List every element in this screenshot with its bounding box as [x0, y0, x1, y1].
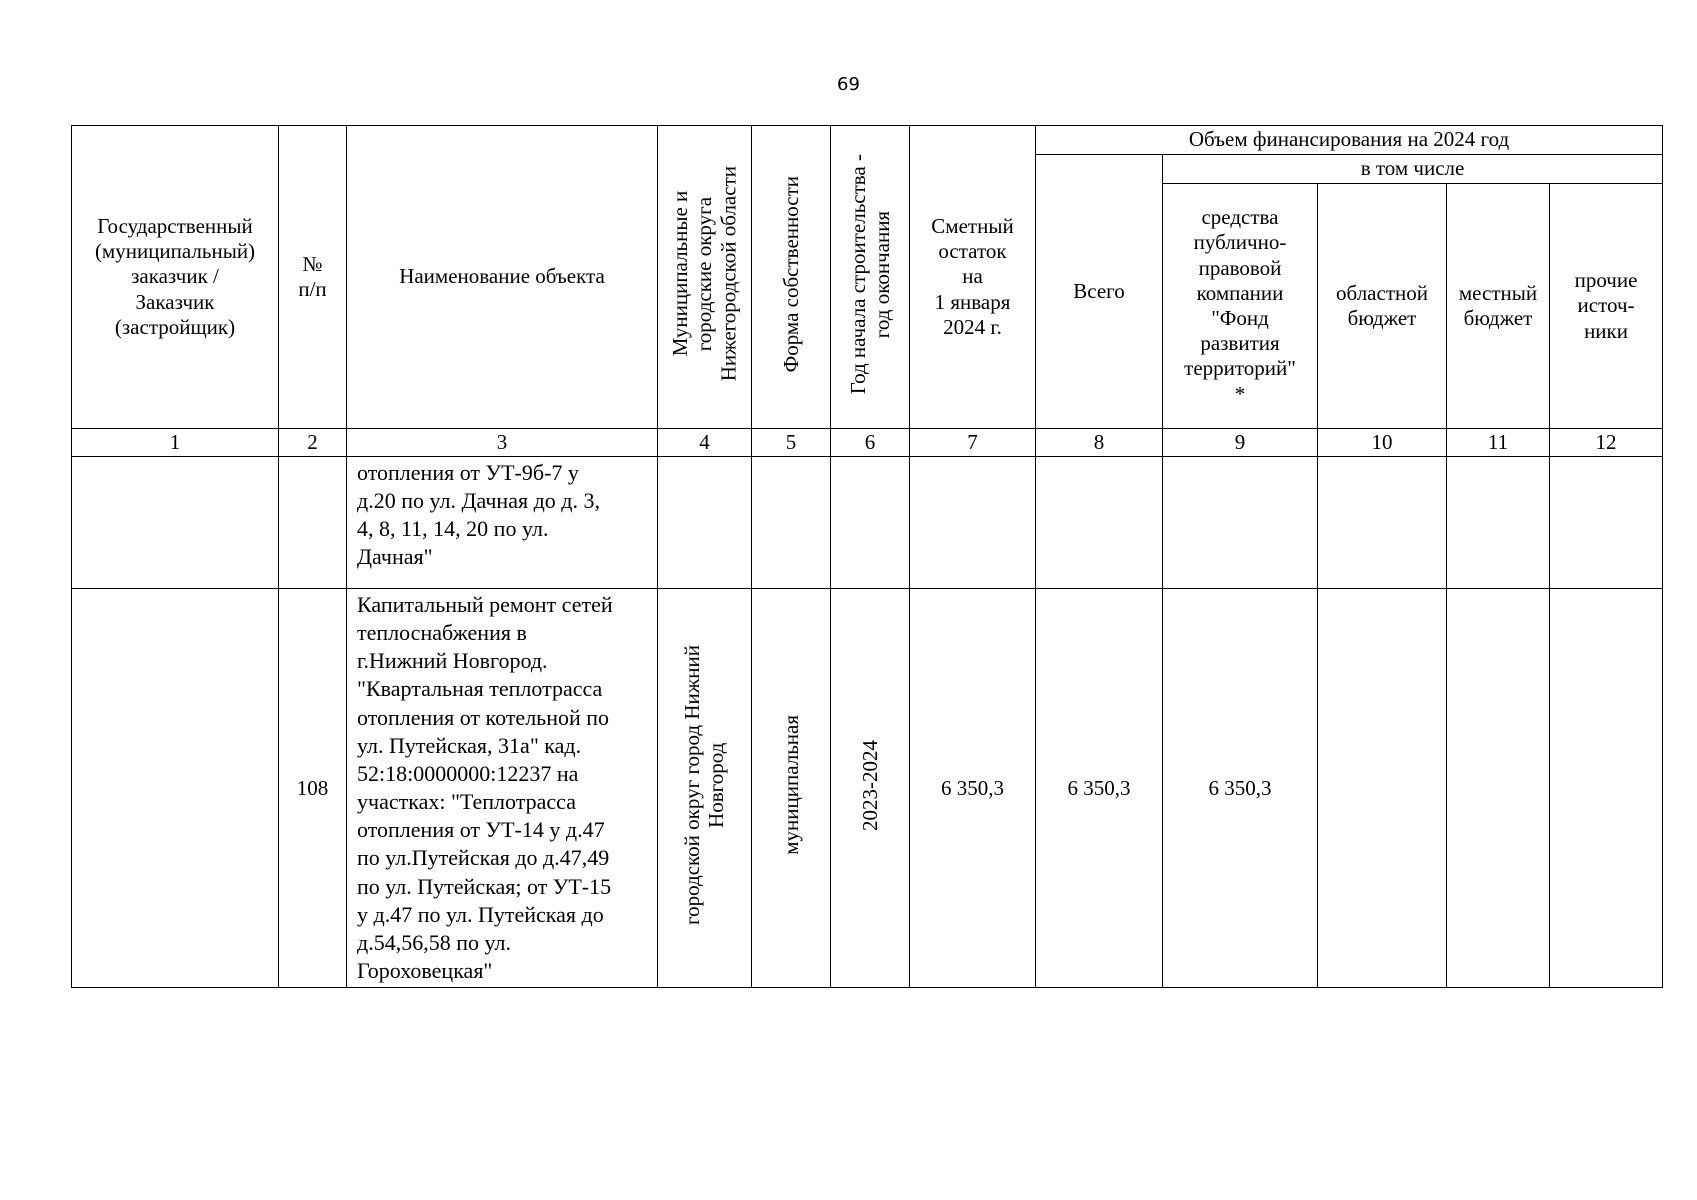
header-funding-group: Объем финансирования на 2024 год: [1036, 126, 1663, 155]
page-number: 69: [837, 74, 860, 95]
header-total: Всего: [1036, 155, 1163, 429]
cell-local: [1447, 589, 1550, 988]
column-number: 3: [347, 429, 658, 457]
cell-estimate: 6 350,3: [910, 589, 1036, 988]
cell-number: 108: [279, 589, 347, 988]
cell-object-name: Капитальный ремонт сетей теплоснабжения в г.Нижний Новгород. "Квартальная теплотрасса отопления от котельной по ул. Путейская, 31а" кад. 52:18:0000000:12237 на участках: "Теплотрасса отопления от УТ-14 у д.47 по ул.Путейская до д.47,49 по ул. Путейская; от УТ-15 у д.47 по ул. Путейская до д.54,56,58 по ул. Гороховецкая": [347, 589, 658, 988]
cell-years: [831, 457, 910, 589]
column-number: 12: [1550, 429, 1663, 457]
cell-municipality-cell: [658, 589, 752, 988]
header-number: № п/п: [279, 126, 347, 429]
cell-municipality: городской округ город Нижний Новгород: [680, 645, 729, 925]
cell-number: [279, 457, 347, 589]
header-municipality-cell: [658, 126, 752, 429]
cell-regional: [1318, 457, 1447, 589]
header-years-cell: [831, 126, 910, 429]
header-regional: областной бюджет: [1318, 184, 1447, 429]
cell-other: [1550, 589, 1663, 988]
column-number: 11: [1447, 429, 1550, 457]
cell-ownership: муниципальная: [778, 715, 803, 855]
column-number: 5: [752, 429, 831, 457]
column-number: 7: [910, 429, 1036, 457]
financing-table: [71, 125, 1663, 988]
cell-total: [1036, 457, 1163, 589]
header-fund: средства публично- правовой компании "Фонд развития территорий" *: [1163, 184, 1318, 429]
cell-regional: [1318, 589, 1447, 988]
header-estimate: Сметный остаток на 1 января 2024 г.: [910, 126, 1036, 429]
cell-ownership-cell: [752, 589, 831, 988]
header-local: местный бюджет: [1447, 184, 1550, 429]
header-years: Год начала строительства - год окончания: [845, 153, 894, 395]
header-ownership: Форма собственности: [778, 175, 803, 373]
cell-other: [1550, 457, 1663, 589]
column-number: 4: [658, 429, 752, 457]
header-row-1: [72, 126, 1663, 155]
cell-years-cell: [831, 589, 910, 988]
column-number: 2: [279, 429, 347, 457]
header-object-name: Наименование объекта: [347, 126, 658, 429]
cell-years: 2023-2024: [857, 739, 882, 831]
cell-customer: [72, 589, 279, 988]
column-number: 10: [1318, 429, 1447, 457]
cell-municipality: [658, 457, 752, 589]
cell-estimate: [910, 457, 1036, 589]
cell-total: 6 350,3: [1036, 589, 1163, 988]
header-ownership-cell: [752, 126, 831, 429]
table-row: [72, 457, 1663, 589]
cell-customer: [72, 457, 279, 589]
cell-fund: 6 350,3: [1163, 589, 1318, 988]
header-other: прочие источ- ники: [1550, 184, 1663, 429]
header-municipality: Муниципальные и городские округа Нижегородской области: [668, 166, 741, 382]
column-number: 1: [72, 429, 279, 457]
table-row: [72, 589, 1663, 988]
cell-ownership: [752, 457, 831, 589]
header-customer: Государственный (муниципальный) заказчик / Заказчик (застройщик): [72, 126, 279, 429]
column-number: 6: [831, 429, 910, 457]
cell-local: [1447, 457, 1550, 589]
column-number: 9: [1163, 429, 1318, 457]
column-number: 8: [1036, 429, 1163, 457]
cell-fund: [1163, 457, 1318, 589]
cell-object-name: отопления от УТ-9б-7 у д.20 по ул. Дачная до д. 3, 4, 8, 11, 14, 20 по ул. Дачная": [347, 457, 658, 589]
header-including: в том числе: [1163, 155, 1663, 184]
column-number-row: [72, 429, 1663, 457]
